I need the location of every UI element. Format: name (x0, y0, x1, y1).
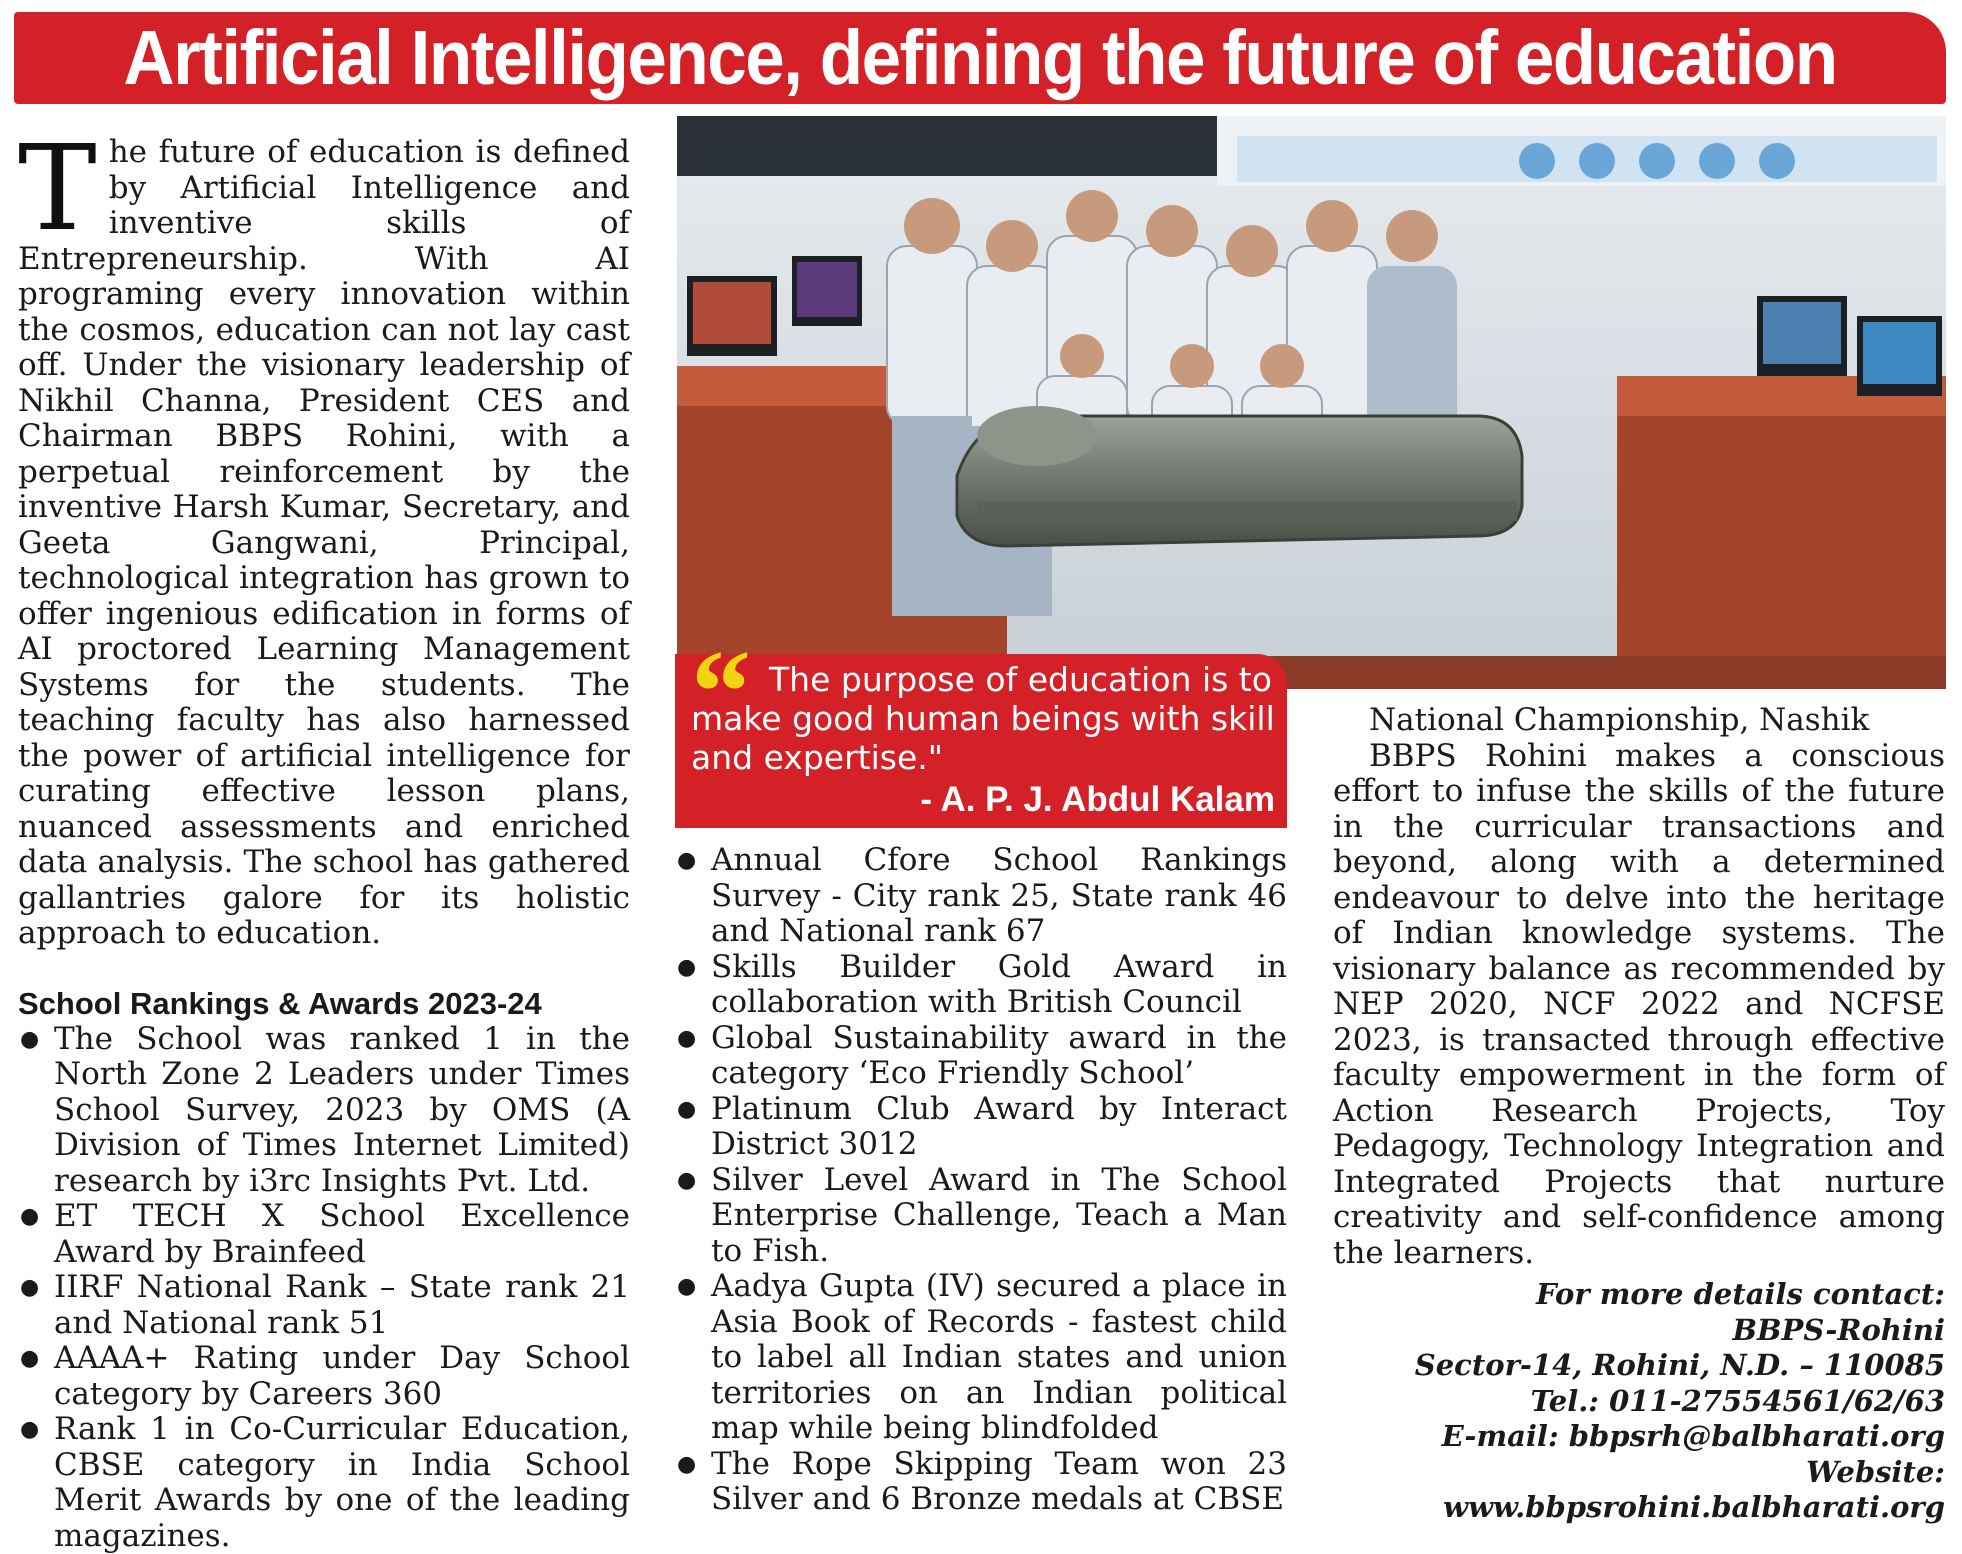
award-item: ● Skills Builder Gold Award in collaboration with British Council (675, 950, 1287, 1021)
award-item: ● ET TECH X School Excellence Award by Brainfeed (18, 1199, 630, 1270)
awards-heading: School Rankings & Awards 2023-24 (18, 986, 630, 1022)
quote-text: The purpose of education is to make good human beings with skill and expertise." (691, 660, 1275, 777)
quote-mark-icon: “ (691, 632, 751, 752)
award-item: ● Global Sustainability award in the category ‘Eco Friendly School’ (675, 1021, 1287, 1092)
intro-paragraph (18, 135, 630, 952)
award-item: ● AAAA+ Rating under Day School category by Careers 360 (18, 1341, 630, 1412)
award-continuation: National Championship, Nashik (1333, 703, 1945, 739)
contact-address: Sector-14, Rohini, N.D. – 110085 (1333, 1348, 1945, 1384)
quote-author: - A. P. J. Abdul Kalam (920, 780, 1275, 820)
dropcap: T (18, 139, 97, 237)
award-item: ● IIRF National Rank – State rank 21 and National rank 51 (18, 1270, 630, 1341)
closing-paragraph: BBPS Rohini makes a conscious effort to infuse the skills of the future in the curricular transactions and beyond, along with a determined endeavour to delve into the heritage of Indian knowledge systems. The visionary balance as recommended by NEP 2020, NCF 2022 and NCFSE 2023, is transacted through effective faculty empowerment in the form of Action Research Projects, Toy Pedagogy, Technology Integration and Integrated Projects that nurture creativity and self-confidence among the learners. (1333, 739, 1945, 1272)
contact-website: www.bbpsrohini.balbharati.org (1333, 1490, 1945, 1526)
column-right (1333, 703, 1945, 1526)
quote-box (675, 654, 1287, 828)
contact-name: BBPS-Rohini (1333, 1313, 1945, 1349)
award-item: ● Rank 1 in Co-Curricular Education, CBSE category in India School Merit Awards by one of the leading magazines. (18, 1412, 630, 1554)
award-item: ● Aadya Gupta (IV) secured a place in Asia Book of Records - fastest child to label all Indian states and union territories on an Indian political map while being blindfolded (675, 1269, 1287, 1447)
headline: Artificial Intelligence, defining the future of education (123, 14, 1836, 101)
contact-block (1333, 1277, 1945, 1526)
awards-list-middle (675, 843, 1287, 1518)
award-item: ● Annual Cfore School Rankings Survey - City rank 25, State rank 46 and National rank 67 (675, 843, 1287, 950)
awards-list-left (18, 1022, 630, 1554)
intro-body: he future of education is defined by Artificial Intelligence and inventive skills of Entrepreneurship. With AI programing every innovation within the cosmos, education can not lay cast off. Under the visionary leadership of Nikhil Channa, President CES and Chairman BBPS Rohini, with a perpetual reinforcement by the inventive Harsh Kumar, Secretary, and Geeta Gangwani, Principal, technological integration has grown to offer ingenious edification in forms of AI proctored Learning Management Systems for the students. The teaching faculty has also harnessed the power of artificial intelligence for curating effective lesson plans, nuanced assessments and enriched data analysis. The school has gathered gallantries galore for its holistic approach to education. (18, 134, 630, 951)
award-item: ● The Rope Skipping Team won 23 Silver and 6 Bronze medals at CBSE (675, 1447, 1287, 1518)
column-left (18, 135, 630, 1554)
headline-banner (14, 12, 1946, 104)
award-item: ● Silver Level Award in The School Enterprise Challenge, Teach a Man to Fish. (675, 1163, 1287, 1270)
contact-tel: Tel.: 011-27554561/62/63 (1333, 1384, 1945, 1420)
column-middle (675, 843, 1287, 1518)
classroom-photo (677, 116, 1946, 689)
contact-website-label: Website: (1333, 1455, 1945, 1491)
classroom-photo-illustration (677, 116, 1946, 689)
award-item: ● The School was ranked 1 in the North Zone 2 Leaders under Times School Survey, 2023 by OMS (A Division of Times Internet Limited) research by i3rc Insights Pvt. Ltd. (18, 1022, 630, 1200)
contact-label: For more details contact: (1333, 1277, 1945, 1313)
contact-email: E-mail: bbpsrh@balbharati.org (1333, 1419, 1945, 1455)
award-item: ● Platinum Club Award by Interact District 3012 (675, 1092, 1287, 1163)
